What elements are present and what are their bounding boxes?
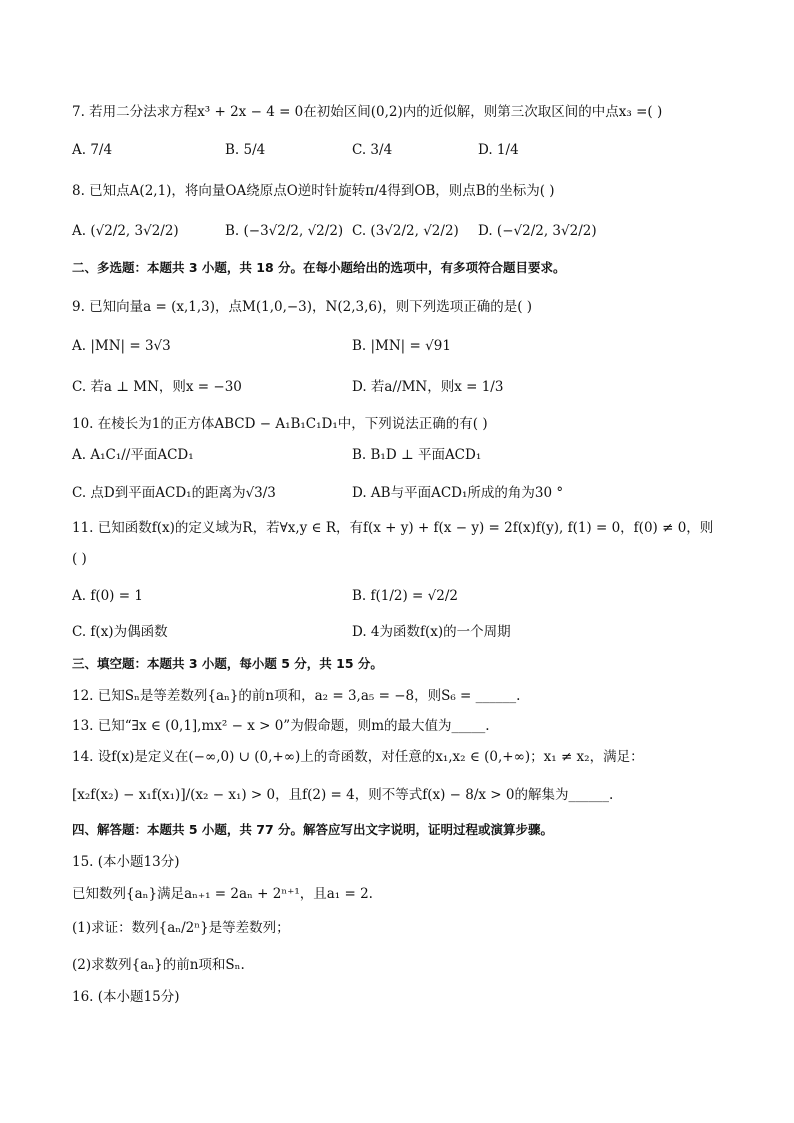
- q15-part2: (2)求数列{aₙ}的前n项和Sₙ.: [72, 957, 245, 973]
- q11-stem: 11. 已知函数f(x)的定义域为R，若∀x,y ∈ R，有f(x + y) + f(x − y) = 2f(x)f(y), f(1) = 0，f(0) ≠ 0，则: [72, 520, 714, 536]
- q8-stem: 8. 已知点A(2,1)，将向量OA绕原点O逆时针旋转π/4得到OB，则点B的坐标为( ): [72, 183, 555, 199]
- q10-stem: 10. 在棱长为1的正方体ABCD − A₁B₁C₁D₁中，下列说法正确的有( ): [72, 416, 488, 432]
- q14-line2: [x₂f(x₂) − x₁f(x₁)]/(x₂ − x₁) > 0，且f(2) = 4，则不等式f(x) − 8/x > 0的解集为______.: [72, 787, 614, 803]
- q9-stem: 9. 已知向量a = (x,1,3)，点M(1,0,−3)，N(2,3,6)，则下列选项正确的是( ): [72, 299, 533, 315]
- q8-option-c: C. (3√2/2, √2/2): [352, 223, 459, 239]
- q11-option-c: C. f(x)为偶函数: [72, 624, 168, 640]
- q7-option-c: C. 3/4: [352, 142, 393, 158]
- section-multiple-choice-heading: 二、多选题：本题共 3 小题，共 18 分。在每小题给出的选项中，有多项符合题目要求。: [72, 260, 566, 275]
- q11-option-a: A. f(0) = 1: [72, 588, 143, 604]
- q11-stem-continued: ( ): [72, 551, 87, 567]
- q14-line1: 14. 设f(x)是定义在(−∞,0) ∪ (0,+∞)上的奇函数，对任意的x₁,x₂ ∈ (0,+∞)；x₁ ≠ x₂，满足：: [72, 749, 644, 765]
- q7-stem: 7. 若用二分法求方程x³ + 2x − 4 = 0在初始区间(0,2)内的近似解，则第三次取区间的中点x₃ =( ): [72, 104, 663, 120]
- section-fill-in-heading: 三、填空题：本题共 3 小题，每小题 5 分，共 15 分。: [72, 656, 383, 671]
- q9-option-c: C. 若a ⊥ MN，则x = −30: [72, 379, 242, 395]
- q8-option-b: B. (−3√2/2, √2/2): [225, 223, 344, 239]
- q10-option-c: C. 点D到平面ACD₁的距离为√3/3: [72, 485, 276, 501]
- q16-title: 16. (本小题15分): [72, 989, 180, 1005]
- q15-title: 15. (本小题13分): [72, 854, 180, 870]
- q13-text: 13. 已知“∃x ∈ (0,1],mx² − x > 0”为假命题，则m的最大值为_____.: [72, 718, 490, 734]
- q11-option-b: B. f(1/2) = √2/2: [352, 588, 458, 604]
- q12-text: 12. 已知Sₙ是等差数列{aₙ}的前n项和，a₂ = 3,a₅ = −8，则S₆ = ______.: [72, 688, 521, 704]
- q7-option-a: A. 7/4: [72, 142, 113, 158]
- q11-option-d: D. 4为函数f(x)的一个周期: [352, 624, 511, 640]
- q9-option-a: A. |MN| = 3√3: [72, 338, 171, 354]
- q15-part1: (1)求证：数列{aₙ/2ⁿ}是等差数列；: [72, 920, 290, 936]
- q7-option-d: D. 1/4: [478, 142, 519, 158]
- q10-option-a: A. A₁C₁//平面ACD₁: [72, 447, 194, 463]
- q9-option-d: D. 若a//MN，则x = 1/3: [352, 379, 504, 395]
- section-solution-heading: 四、解答题：本题共 5 小题，共 77 分。解答应写出文字说明，证明过程或演算步骤。: [72, 822, 554, 837]
- q10-option-b: B. B₁D ⊥ 平面ACD₁: [352, 447, 482, 463]
- q8-option-d: D. (−√2/2, 3√2/2): [478, 223, 597, 239]
- q7-option-b: B. 5/4: [225, 142, 266, 158]
- q15-stem: 已知数列{aₙ}满足aₙ₊₁ = 2aₙ + 2ⁿ⁺¹，且a₁ = 2.: [72, 886, 373, 902]
- q10-option-d: D. AB与平面ACD₁所成的角为30 °: [352, 485, 564, 501]
- q8-option-a: A. (√2/2, 3√2/2): [72, 223, 179, 239]
- q9-option-b: B. |MN| = √91: [352, 338, 451, 354]
